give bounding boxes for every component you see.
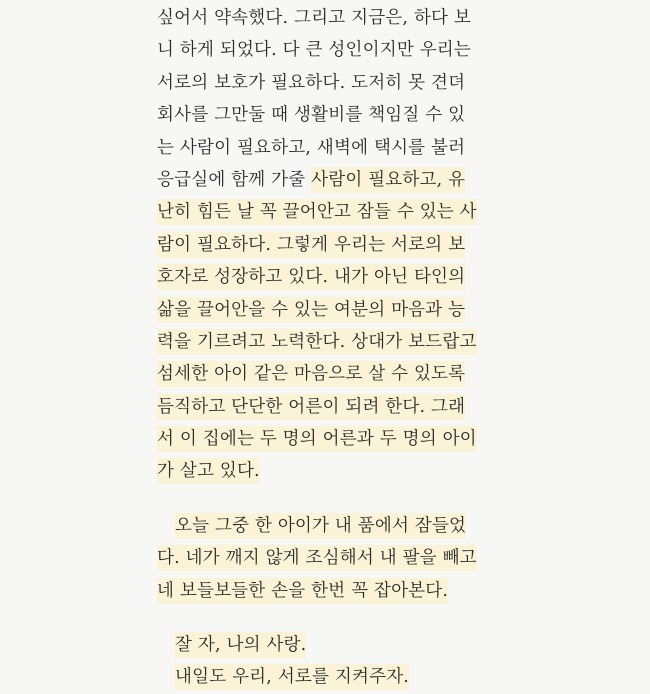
- text-line: [157, 326, 500, 358]
- text-line: [157, 358, 500, 390]
- highlighted-text: 난히 힘든 날 꼭 끌어안고 잠들 수 있는 사: [157, 199, 477, 225]
- text-line: [157, 575, 500, 607]
- line-text: 회사를 그만둘 때 생활비를 책임질 수 있: [157, 105, 466, 126]
- text-line: [157, 132, 500, 164]
- highlighted-text: 네 보들보들한 손을 한번 꼭 잡아본다.: [157, 578, 448, 604]
- text-line: [157, 99, 500, 131]
- highlighted-text: 가 살고 있다.: [157, 458, 260, 484]
- text-line: [157, 261, 500, 293]
- line-text: 응급실에 함께 가줄: [157, 169, 312, 190]
- paragraph-3: [157, 629, 500, 694]
- text-line: [157, 455, 500, 487]
- line-text: 니 하게 되었다. 다 큰 성인이지만 우리는: [157, 40, 472, 61]
- line-text: 서로의 보호가 필요하다. 도저히 못 견뎌: [157, 72, 466, 93]
- highlighted-text: 람이 필요하다. 그렇게 우리는 서로의 보: [157, 232, 465, 258]
- highlighted-text: 섬세한 아이 같은 마음으로 살 수 있도록: [157, 361, 465, 387]
- line-text: 싶어서 약속했다. 그리고 지금은, 하다 보: [157, 8, 472, 28]
- highlighted-text: 내일도 우리, 서로를 지켜주자.: [175, 664, 409, 690]
- paragraph-gap: [157, 488, 500, 510]
- text-line: [157, 391, 500, 423]
- text-line: [157, 164, 500, 196]
- line-text: 는 사람이 필요하고, 새벽에 택시를 불러: [157, 137, 466, 158]
- text-line: [157, 196, 500, 228]
- highlighted-text: 력을 기르려고 노력한다. 상대가 보드랍고: [157, 329, 477, 355]
- text-line: [157, 542, 500, 574]
- highlighted-text: 오늘 그중 한 아이가 내 품에서 잠들었: [175, 513, 466, 539]
- text-line: [157, 661, 500, 693]
- highlighted-text: 듬직하고 단단한 어른이 되려 한다. 그래: [157, 394, 465, 420]
- text-line: [157, 67, 500, 99]
- text-line: [157, 2, 500, 34]
- highlighted-text: 호자로 성장하고 있다. 내가 아닌 타인의: [157, 264, 465, 290]
- text-line: [157, 294, 500, 326]
- paragraph-2: [157, 510, 500, 607]
- text-line: [157, 34, 500, 66]
- highlighted-text: 서 이 집에는 두 명의 어른과 두 명의 아이: [157, 426, 477, 452]
- text-line: [157, 423, 500, 455]
- text-line: [157, 510, 500, 542]
- highlighted-text: 잘 자, 나의 사랑.: [175, 632, 306, 658]
- text-line: [157, 229, 500, 261]
- highlighted-text: 사람이 필요하고, 유: [311, 167, 465, 193]
- highlighted-text: 삶을 끌어안을 수 있는 여분의 마음과 능: [157, 297, 465, 323]
- paragraph-gap: [157, 607, 500, 629]
- text-line: [157, 629, 500, 661]
- paragraph-1: [157, 2, 500, 488]
- highlighted-text: 다. 네가 깨지 않게 조심해서 내 팔을 빼고: [157, 545, 477, 571]
